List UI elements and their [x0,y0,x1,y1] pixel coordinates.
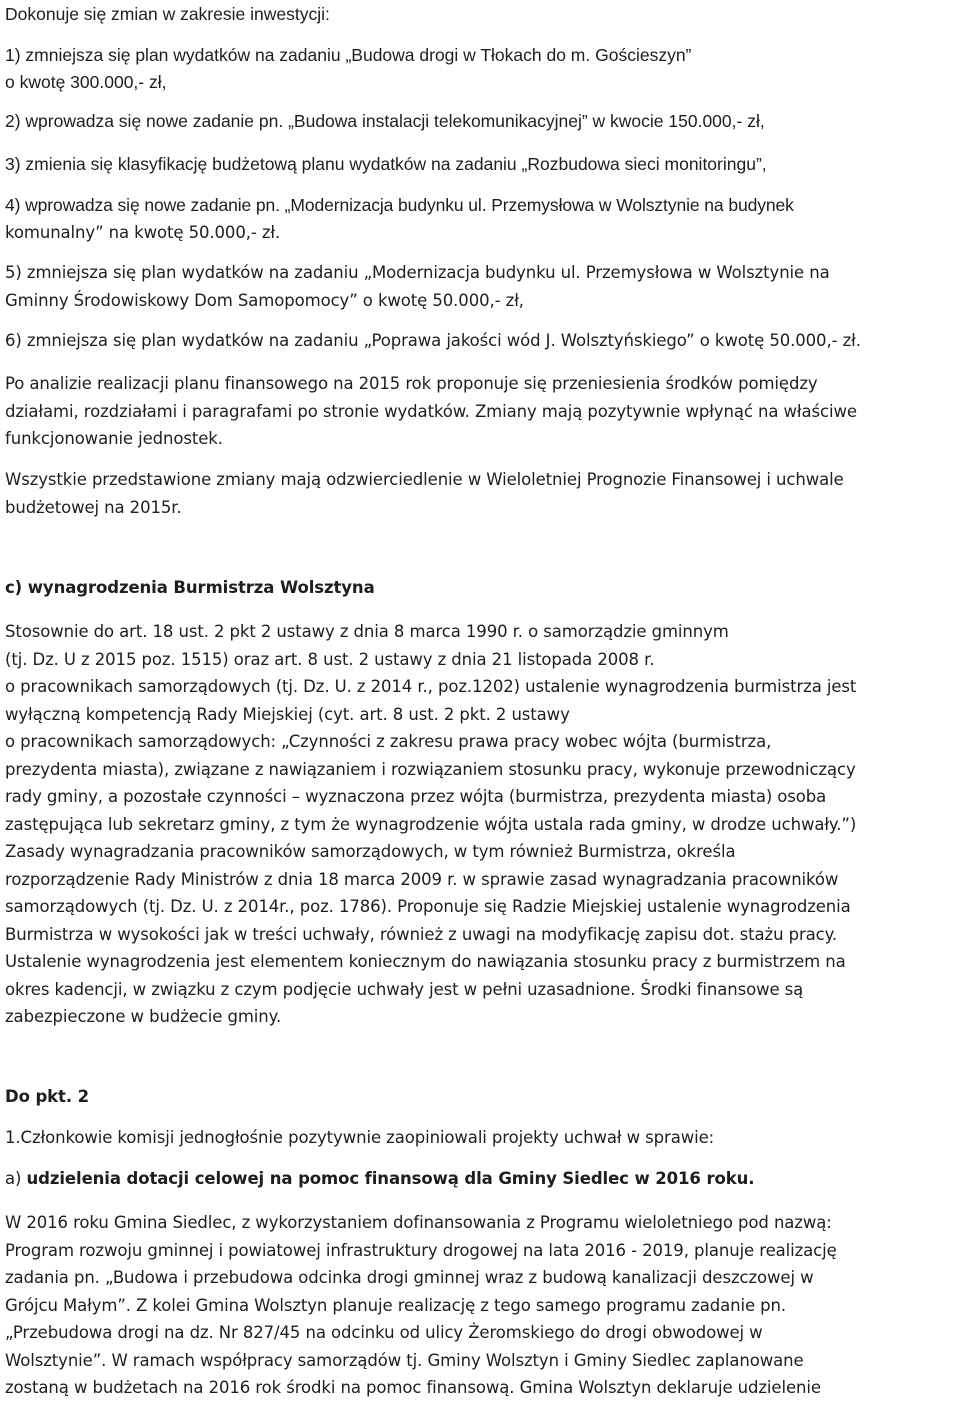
siedlec-paragraph [5,1209,837,1402]
text-line: 6) zmniejsza się plan wydatków na zadaniu „Poprawa jakości wód J. Wolsztyńskiego” o kwotę 50.000,- zł. [5,331,861,350]
text-line: 2) wprowadza się nowe zadanie pn. „Budowa instalacji telekomunikacyjnej” w kwocie 150.000,- zł, [5,111,765,131]
text-line: Zasady wynagradzania pracowników samorządowych, w tym również Burmistrza, określa [5,842,736,861]
text-line: Grójcu Małym”. Z kolei Gmina Wolsztyn planuje realizację z tego samego programu zadanie pn. [5,1295,787,1315]
text-line: 1) zmniejsza się plan wydatków na zadaniu „Budowa drogi w Tłokach do m. Gościeszyn” [5,45,692,65]
text-line: 5) zmniejsza się plan wydatków na zadaniu „Modernizacja budynku ul. Przemysłowa w Wolsztynie na [5,263,830,282]
text-line: W 2016 roku Gmina Siedlec, z wykorzystaniem dofinansowania z Programu wieloletniego pod nazwą: [5,1213,832,1232]
text-line: samorządowych (tj. Dz. U. z 2014r., poz. 1786). Proponuje się Radzie Miejskiej ustalenie wynagrodzenia [5,897,851,916]
investment-2 [5,109,765,133]
text-line: komunalny” na kwotę 50.000,- zł. [5,223,281,242]
text-line: prezydenta miasta), związane z nawiązaniem i rozwiązaniem stosunku pracy, wykonuje przewodniczący [5,759,856,779]
salary-paragraph [5,618,856,1031]
subsidy-heading [5,1167,754,1191]
text-line: budżetowej na 2015r. [5,497,182,517]
text-line: wyłączną kompetencją Rady Miejskiej (cyt. art. 8 ust. 2 pkt. 2 ustawy [5,704,570,724]
text-line: Wszystkie przedstawione zmiany mają odzwierciedlenie w Wieloletniej Prognozie Finansowej i uchwale [5,470,844,489]
text-line: Dokonuje się zmian w zakresie inwestycji: [5,4,330,24]
bold-title: udzielenia dotacji celowej na pomoc finansową dla Gminy Siedlec w 2016 roku. [26,1169,755,1188]
text-line: o kwotę 300.000,- zł, [5,72,167,92]
text-line: funkcjonowanie jednostek. [5,429,223,448]
investment-6 [5,329,861,353]
text-line: Do pkt. 2 [5,1087,90,1106]
investments-intro [5,2,330,26]
section-c-heading [5,576,375,600]
text-line: o pracownikach samorządowych: „Czynności z zakresu prawa pracy wobec wójta (burmistrza, [5,732,772,751]
list-marker: a) [5,1169,27,1188]
text-line: Program rozwoju gminnej i powiatowej infrastruktury drogowej na lata 2016 - 2019, planuje realizację [5,1240,837,1260]
text-line: rozporządzenie Rady Ministrów z dnia 18 marca 2009 r. w sprawie zasad wynagradzania pracowników [5,869,839,889]
text-line: c) wynagrodzenia Burmistrza Wolsztyna [5,578,375,597]
text-line: 3) zmienia się klasyfikację budżetową planu wydatków na zadaniu „Rozbudowa sieci monitoringu”, [5,154,767,174]
text-line: Wolsztynie”. W ramach współpracy samorządów tj. Gminy Wolsztyn i Gminy Siedlec zaplanowane [5,1350,804,1370]
text-line [5,1167,754,1191]
text-line: (tj. Dz. U z 2015 poz. 1515) oraz art. 8 ust. 2 ustawy z dnia 21 listopada 2008 r. [5,649,655,669]
text-line: działami, rozdziałami i paragrafami po stronie wydatków. Zmiany mają pozytywnie wpłynąć na właściwe [5,401,857,421]
text-line: zastępująca lub sekretarz gminy, z tym że wynagrodzenie wójta ustala rada gminy, w drodze uchwały.”) [5,814,857,834]
investment-3 [5,152,767,176]
text-line: zostaną w budżetach na 2016 rok środki na pomoc finansową. Gmina Wolsztyn deklaruje udzielenie [5,1378,821,1397]
analysis-paragraph [5,370,857,453]
investment-4 [5,191,794,247]
text-line: Burmistrza w wysokości jak w treści uchwały, również z uwagi na modyfikację zapisu dot. stażu pracy. [5,924,838,944]
text-line: 1.Członkowie komisji jednogłośnie pozytywnie zaopiniowali projekty uchwał w sprawie: [5,1128,715,1147]
text-line: o pracownikach samorządowych (tj. Dz. U. z 2014 r., poz.1202) ustalenie wynagrodzenia burmistrza jest [5,677,857,696]
text-line: Ustalenie wynagrodzenia jest elementem koniecznym do nawiązania stosunku pracy z burmistrzem na [5,952,846,971]
text-line: zabezpieczone w budżecie gminy. [5,1007,282,1026]
investment-5 [5,259,830,315]
text-line: Stosownie do art. 18 ust. 2 pkt 2 ustawy z dnia 8 marca 1990 r. o samorządzie gminnym [5,622,729,641]
committee-opinion [5,1126,714,1150]
point-2-heading [5,1085,89,1109]
text-line: „Przebudowa drogi na dz. Nr 827/45 na odcinku od ulicy Żeromskiego do drogi obwodowej w [5,1323,763,1342]
text-line: rady gminy, a pozostałe czynności – wyznaczona przez wójta (burmistrza, prezydenta miasta) osoba [5,787,827,806]
text-line: Po analizie realizacji planu finansowego na 2015 rok proponuje się przeniesienia środków pomiędzy [5,374,818,393]
investment-1 [5,42,691,96]
text-line: zadania pn. „Budowa i przebudowa odcinka drogi gminnej wraz z budową kanalizacji deszczowej w [5,1268,814,1287]
text-line: 4) wprowadza się nowe zadanie pn. „Modernizacja budynku ul. Przemysłowa w Wolsztynie na budynek [5,195,794,215]
wpf-paragraph [5,466,844,521]
text-line: Gminny Środowiskowy Dom Samopomocy” o kwotę 50.000,- zł, [5,291,524,310]
text-line: okres kadencji, w związku z czym podjęcie uchwały jest w pełni uzasadnione. Środki finansowe są [5,979,804,999]
